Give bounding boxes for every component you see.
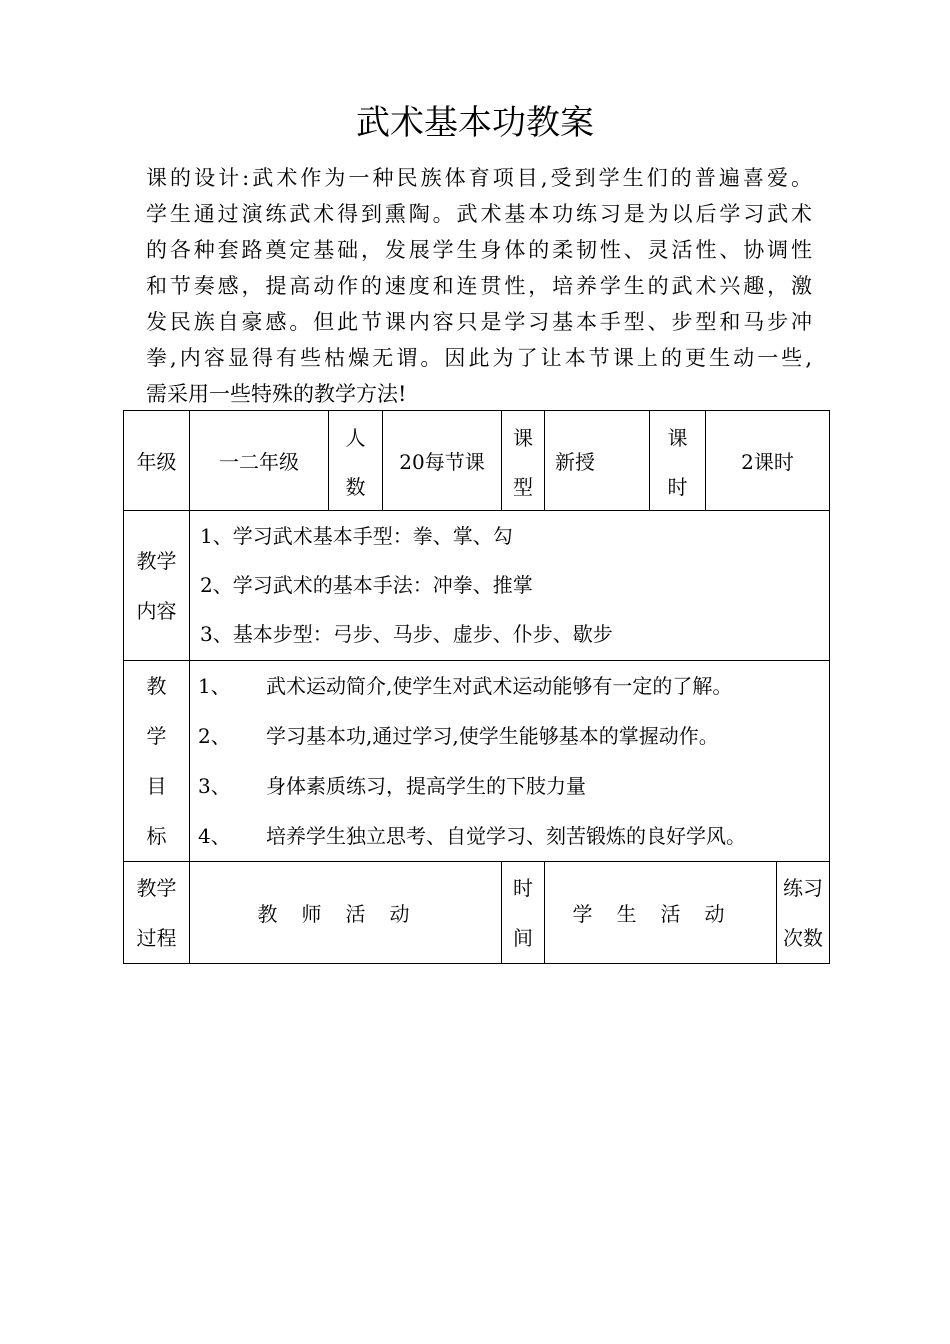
goals-label: 教 学 目 标 bbox=[124, 661, 190, 862]
content-row bbox=[124, 511, 830, 661]
type-label: 课 型 bbox=[502, 411, 545, 511]
goal-item: 3、 身体素质练习，提高学生的下肢力量 bbox=[198, 774, 586, 798]
goal-item: 4、 培养学生独立思考、自觉学习、刻苦锻炼的良好学风。 bbox=[198, 824, 746, 848]
count-label: 人 数 bbox=[329, 411, 383, 511]
count-value: 20每节课 bbox=[383, 411, 502, 511]
intro-line: 的各种套路奠定基础，发展学生身体的柔韧性、灵活性、协调性 bbox=[146, 238, 812, 262]
intro-line: 课的设计:武术作为一种民族体育项目,受到学生们的普遍喜爱。 bbox=[146, 166, 812, 190]
time-header: 时 间 bbox=[502, 862, 545, 964]
teacher-activity-header: 教师活动 bbox=[190, 862, 502, 964]
practice-count-header: 练习 次数 bbox=[777, 862, 830, 964]
intro-line: 学生通过演练武术得到熏陶。武术基本功练习是为以后学习武术 bbox=[146, 202, 812, 226]
goal-item: 1、 武术运动简介,使学生对武术运动能够有一定的了解。 bbox=[198, 674, 733, 698]
intro-line: 需采用一些特殊的教学方法! bbox=[146, 382, 407, 406]
process-row bbox=[124, 862, 830, 964]
lesson-plan-table bbox=[123, 410, 830, 964]
goal-item: 2、 学习基本功,通过学习,使学生能够基本的掌握动作。 bbox=[198, 724, 719, 748]
header-row bbox=[124, 411, 830, 511]
grade-label: 年级 bbox=[124, 411, 190, 511]
content-item: 2、学习武术的基本手法：冲拳、推掌 bbox=[200, 573, 533, 597]
hours-value: 2课时 bbox=[706, 411, 830, 511]
student-activity-header: 学生活动 bbox=[545, 862, 777, 964]
intro-line: 拳,内容显得有些枯燥无谓。因此为了让本节课上的更生动一些, bbox=[146, 346, 812, 370]
grade-value: 一二年级 bbox=[190, 411, 329, 511]
intro-paragraph bbox=[146, 160, 812, 412]
content-label: 教学 内容 bbox=[124, 511, 190, 661]
content-items bbox=[190, 511, 830, 661]
type-value: 新授 bbox=[545, 411, 650, 511]
intro-line: 发民族自豪感。但此节课内容只是学习基本手型、步型和马步冲 bbox=[146, 310, 812, 334]
document-title: 武术基本功教案 bbox=[356, 103, 594, 143]
content-item: 1、学习武术基本手型：拳、掌、勾 bbox=[200, 524, 513, 548]
content-item: 3、基本步型：弓步、马步、虚步、仆步、歇步 bbox=[200, 622, 613, 646]
intro-line: 和节奏感，提高动作的速度和连贯性，培养学生的武术兴趣，激 bbox=[146, 274, 812, 298]
goals-items bbox=[190, 661, 830, 862]
process-label: 教学 过程 bbox=[124, 862, 190, 964]
hours-label: 课 时 bbox=[650, 411, 706, 511]
goals-row bbox=[124, 661, 830, 862]
